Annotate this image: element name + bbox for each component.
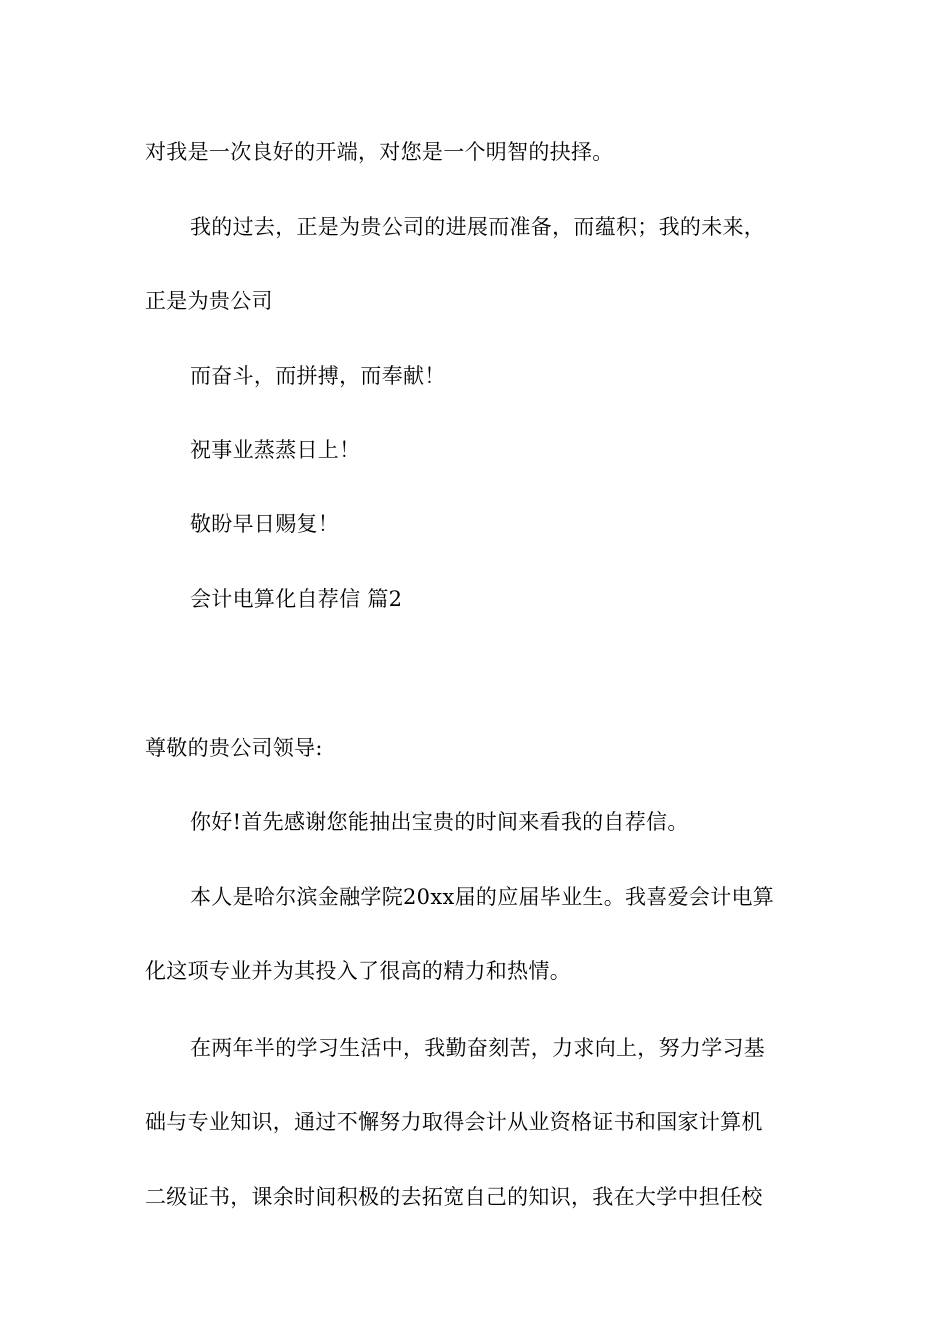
paragraph-line-3: 正是为贵公司 <box>145 289 273 313</box>
paragraph-line-13: 础与专业知识，通过不懈努力取得会计从业资格证书和国家计算机 <box>145 1110 763 1134</box>
paragraph-line-2: 我的过去，正是为贵公司的进展而准备，而蕴积；我的未来， <box>190 215 766 239</box>
paragraph-line-14: 二级证书，课余时间积极的去拓宽自己的知识，我在大学中担任校 <box>145 1185 763 1209</box>
paragraph-line-10: 本人是哈尔滨金融学院20xx届的应届毕业生。我喜爱会计电算 <box>190 885 775 909</box>
section-heading: 会计电算化自荐信 篇2 <box>190 587 403 611</box>
paragraph-line-9: 你好!首先感谢您能抽出宝贵的时间来看我的自荐信。 <box>190 810 689 834</box>
paragraph-line-1: 对我是一次良好的开端，对您是一个明智的抉择。 <box>145 140 614 164</box>
paragraph-line-12: 在两年半的学习生活中，我勤奋刻苦，力求向上，努力学习基 <box>190 1036 766 1060</box>
closing-reply-line: 敬盼早日赐复！ <box>190 512 340 536</box>
salutation-line: 尊敬的贵公司领导: <box>145 736 323 760</box>
paragraph-line-11: 化这项专业并为其投入了很高的精力和热情。 <box>145 959 571 983</box>
paragraph-line-4: 而奋斗，而拼搏，而奉献！ <box>190 364 446 388</box>
closing-wish-line: 祝事业蒸蒸日上！ <box>190 438 361 462</box>
